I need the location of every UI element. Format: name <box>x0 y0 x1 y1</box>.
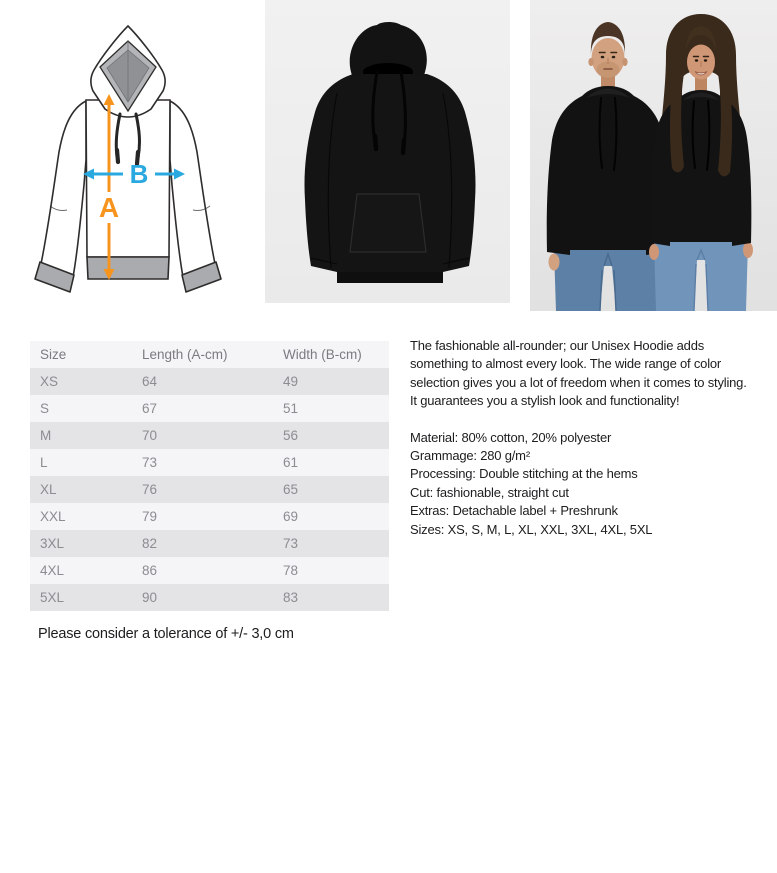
size-cell: XS <box>40 374 59 389</box>
header-length: Length (A-cm) <box>142 347 228 362</box>
size-cell: 5XL <box>40 590 65 605</box>
width-cell: 73 <box>283 536 299 551</box>
hoodie-measurement-diagram <box>20 10 240 310</box>
spec-extras: Extras: Detachable label + Preshrunk <box>410 503 618 519</box>
table-row-xs <box>30 368 389 395</box>
header-width: Width (B-cm) <box>283 347 362 362</box>
size-cell: XL <box>40 482 57 497</box>
width-cell: 61 <box>283 455 299 470</box>
table-row-l <box>30 449 389 476</box>
spec-material: Material: 80% cotton, 20% polyester <box>410 429 612 445</box>
size-table <box>30 341 389 611</box>
size-cell: M <box>40 428 52 443</box>
black-hoodie-image <box>265 0 510 303</box>
size-cell: S <box>40 401 50 416</box>
length-cell: 86 <box>142 563 158 578</box>
table-row-4xl <box>30 557 389 584</box>
table-row-5xl <box>30 584 389 611</box>
man-and-woman-in-hoodies-image <box>530 0 777 311</box>
length-measure-label: A <box>98 192 120 223</box>
product-description-text: The fashionable all-rounder; our Unisex Hoodie adds something to almost every look. The wide range of color selection gives you a lot of freedom when it comes to styling. It guarantees you a stylish look and functionality! <box>410 338 747 409</box>
length-cell: 90 <box>142 590 158 605</box>
length-cell: 76 <box>142 482 158 497</box>
product-description-block <box>410 337 748 539</box>
width-measure-label: B <box>129 159 149 189</box>
width-cell: 51 <box>283 401 299 416</box>
width-cell: 65 <box>283 482 299 497</box>
size-table-header-row <box>30 341 389 368</box>
table-row-m <box>30 422 389 449</box>
length-cell: 67 <box>142 401 158 416</box>
spec-sizes: Sizes: XS, S, M, L, XL, XXL, 3XL, 4XL, 5XL <box>410 521 653 537</box>
length-cell: 73 <box>142 455 158 470</box>
hoodie-product-photo <box>265 0 510 303</box>
width-cell: 78 <box>283 563 299 578</box>
width-cell: 49 <box>283 374 299 389</box>
measurement-diagram-drawing <box>20 10 240 310</box>
spec-grammage: Grammage: 280 g/m² <box>410 448 530 464</box>
length-cell: 70 <box>142 428 158 443</box>
width-cell: 56 <box>283 428 299 443</box>
spec-processing: Processing: Double stitching at the hems <box>410 466 638 482</box>
size-cell: 4XL <box>40 563 65 578</box>
header-size: Size <box>40 347 67 362</box>
table-row-s <box>30 395 389 422</box>
length-cell: 79 <box>142 509 158 524</box>
table-row-3xl <box>30 530 389 557</box>
size-cell: XXL <box>40 509 66 524</box>
width-cell: 83 <box>283 590 299 605</box>
tolerance-note: Please consider a tolerance of +/- 3,0 cm <box>38 626 294 642</box>
models-photo <box>530 0 777 311</box>
width-cell: 69 <box>283 509 299 524</box>
length-cell: 82 <box>142 536 158 551</box>
spec-cut: Cut: fashionable, straight cut <box>410 484 569 500</box>
size-cell: 3XL <box>40 536 65 551</box>
length-cell: 64 <box>142 374 158 389</box>
size-cell: L <box>40 455 48 470</box>
table-row-xxl <box>30 503 389 530</box>
table-row-xl <box>30 476 389 503</box>
